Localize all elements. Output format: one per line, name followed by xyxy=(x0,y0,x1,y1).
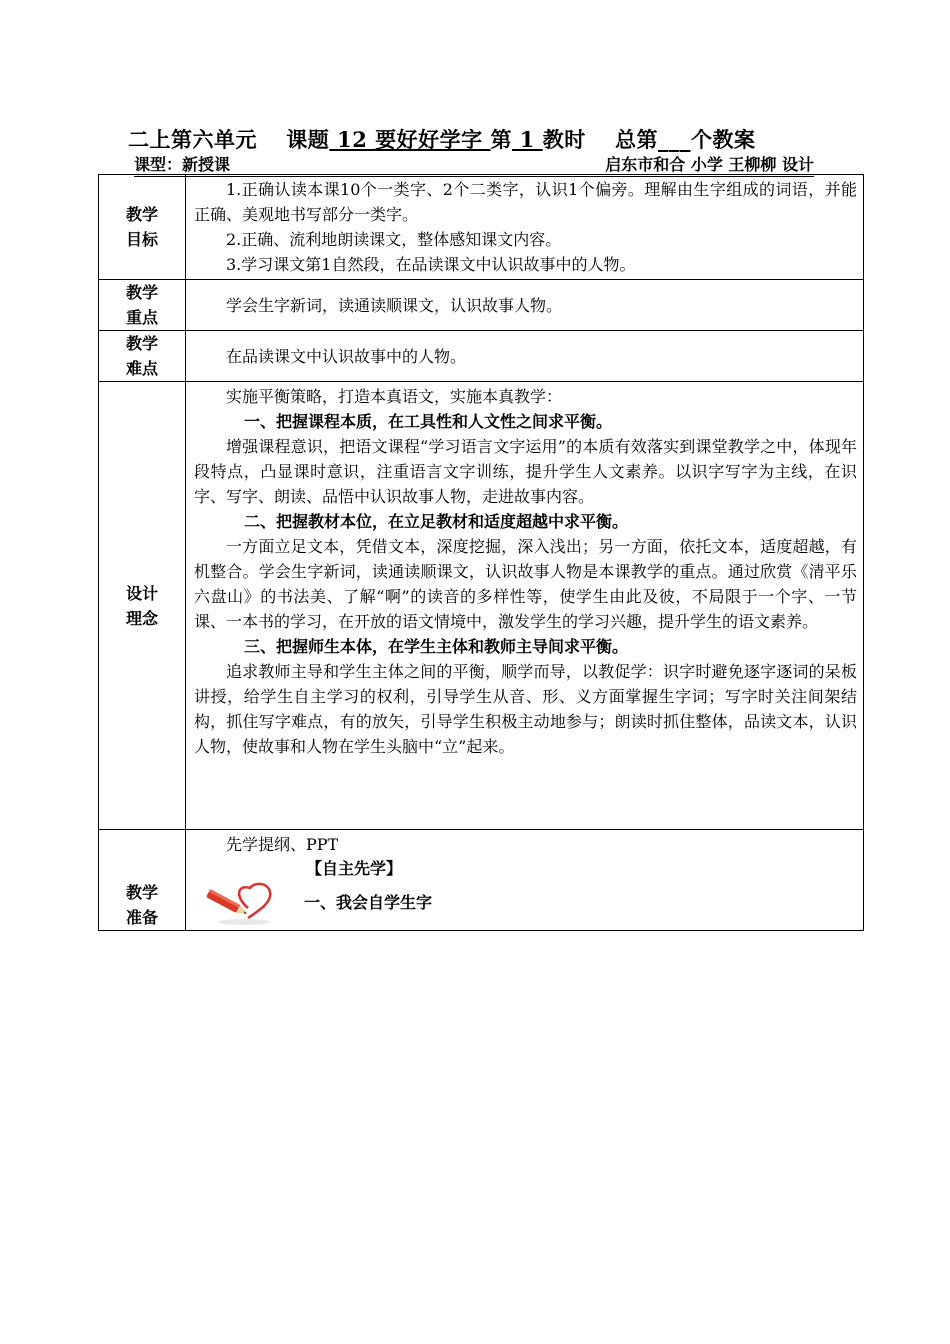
philosophy-para-2: 一方面立足文本，凭借文本，深度挖掘，深入浅出；另一方面，依托文本，适度超越，有机整合。学会生字新词，读通读顺课文，认识故事人物是本课教学的重点。通过欣赏《清平乐 六盘山》的书法美、了解“啊”的读音的多样性等，使学生由此及彼，不局限于一个字、一节课、一本书的学习，在开放的语文情境中，激发学生的学习兴趣，提升学生的语文素养。 xyxy=(194,537,857,631)
philosophy-heading-2: 二、把握教材本位，在立足教材和适度超越中求平衡。 xyxy=(244,512,629,531)
goal-item: 1.正确认读本课10个一类字、2个二类字，认识1个偏旁。理解由生字组成的词语，并能正确、美观地书写部分一类字。 xyxy=(194,180,857,224)
designer: 启东市和合 小学 王柳柳 设计 xyxy=(605,155,814,174)
label-philosophy: 设计 理念 xyxy=(99,382,186,830)
philosophy-para-3: 追求教师主导和学生主体之间的平衡，顺学而导，以教促学：识字时避免逐字逐词的呆板讲授，给学生自主学习的权利，引导学生从音、形、义方面掌握生字词；写字时关注间架结构，抓住写字难点，有的放矢，引导学生积极主动地参与；朗读时抓住整体，品读文本，认识人物，使故事和人物在学生头脑中“立”起来。 xyxy=(194,662,857,756)
philosophy-heading-3: 三、把握师生本体，在学生主体和教师主导间求平衡。 xyxy=(244,637,629,656)
section-title: 【自主先学】 xyxy=(306,859,403,878)
row-difficulty xyxy=(99,331,864,382)
content-goals xyxy=(186,175,864,280)
row-goals xyxy=(99,175,864,280)
preparation-text: 先学提纲、PPT xyxy=(226,835,339,854)
lesson-plan-table xyxy=(98,174,864,931)
philosophy-intro: 实施平衡策略，打造本真语文，实施本真教学： xyxy=(226,387,563,406)
label-goals: 教学 目标 xyxy=(99,175,186,280)
content-philosophy xyxy=(186,382,864,830)
label-difficulty: 教学 难点 xyxy=(99,331,186,382)
goal-item: 3.学习课文第1自然段，在品读课文中认识故事中的人物。 xyxy=(226,255,636,274)
philosophy-heading-1: 一、把握课程本质，在工具性和人文性之间求平衡。 xyxy=(244,412,613,431)
row-key xyxy=(99,280,864,331)
philosophy-para-1: 增强课程意识，把语文课程“学习语言文字运用”的本质有效落实到课堂教学之中，体现年段特点，凸显课时意识，注重语言文字训练，提升学生人文素养。以识字写字为主线，在识字、写字、朗读、品悟中认识故事人物，走进故事内容。 xyxy=(194,437,857,506)
row-preparation xyxy=(99,830,864,931)
document-title: 二上第六单元 课题 12 要好好学字 第 1 教时 总第___个教案 xyxy=(128,127,756,152)
content-key: 学会生字新词，读通读顺课文，认识故事人物。 xyxy=(186,280,864,331)
label-key: 教学 重点 xyxy=(99,280,186,331)
content-difficulty: 在品读课文中认识故事中的人物。 xyxy=(186,331,864,382)
content-preparation xyxy=(186,830,864,931)
course-type: 课型：新授课 xyxy=(134,155,231,174)
row-philosophy xyxy=(99,382,864,830)
goal-item: 2.正确、流利地朗读课文，整体感知课文内容。 xyxy=(226,230,562,249)
label-preparation: 教学 准备 xyxy=(99,830,186,931)
pencil-heart-icon xyxy=(204,878,290,926)
self-study-item: 一、我会自学生字 xyxy=(304,893,433,912)
